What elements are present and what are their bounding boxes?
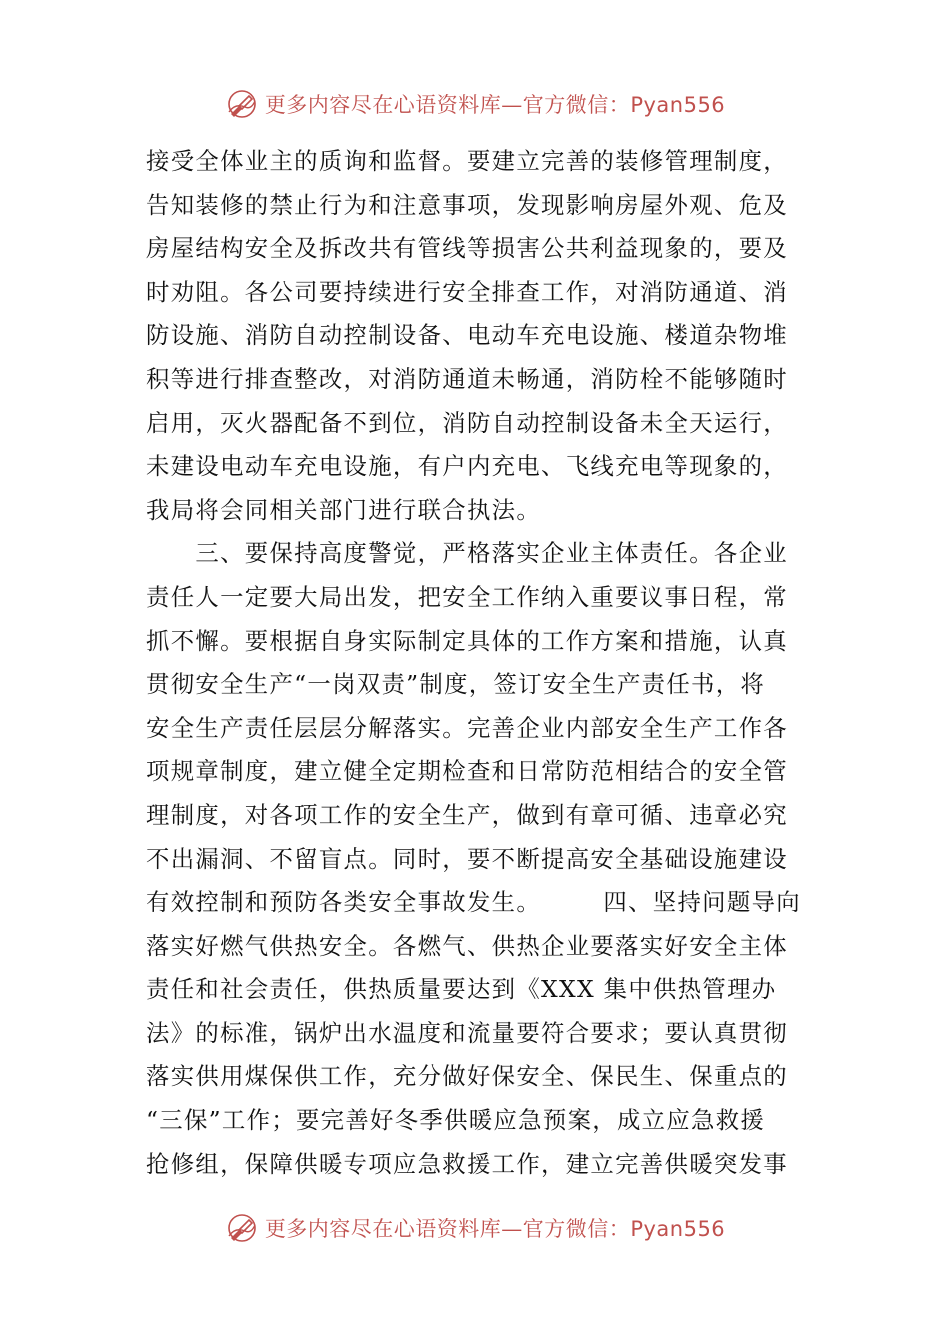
text-line: 房屋结构安全及拆改共有管线等损害公共利益现象的，要及 (146, 234, 788, 263)
text-line: 抢修组，保障供暖专项应急救援工作，建立完善供暖突发事 (146, 1149, 788, 1178)
text-line: 理制度，对各项工作的安全生产，做到有章可循、违章必究 (146, 800, 788, 829)
text-line: 落实供用煤保供工作，充分做好保安全、保民生、保重点的 (146, 1062, 788, 1091)
text-line: 时劝阻。各公司要持续进行安全排查工作，对消防通道、消 (146, 277, 788, 306)
text-line: 积等进行排查整改，对消防通道未畅通，消防栓不能够随时 (146, 364, 788, 393)
text-line: 抓不懈。要根据自身实际制定具体的工作方案和措施，认真 (146, 626, 788, 655)
text-line: 防设施、消防自动控制设备、电动车充电设施、楼道杂物堆 (146, 321, 788, 350)
text-line: 项规章制度，建立健全定期检查和日常防范相结合的安全管 (146, 757, 788, 786)
footer-banner-text: 更多内容尽在心语资料库—官方微信：Pyan556 (264, 1217, 726, 1241)
text-line: 接受全体业主的质询和监督。要建立完善的装修管理制度， (146, 147, 788, 175)
text-line: 责任人一定要大局出发，把安全工作纳入重要议事日程，常 (146, 582, 788, 611)
text-line: 责任和社会责任，供热质量要达到《XXX 集中供热管理办 (146, 975, 777, 1004)
header-banner-text: 更多内容尽在心语资料库—官方微信：Pyan556 (264, 93, 726, 117)
text-line: 我局将会同相关部门进行联合执法。 (146, 495, 542, 524)
text-line: 不出漏洞、不留盲点。同时，要不断提高安全基础设施建设 (146, 844, 788, 873)
footer-banner-wechat-id: Pyan556 (630, 1217, 726, 1241)
text-line: 落实好燃气供热安全。各燃气、供热企业要落实好安全主体 (146, 931, 788, 960)
pen-signature-logo-icon (225, 1211, 259, 1245)
pen-signature-logo-icon (225, 87, 259, 121)
footer-banner (0, 1208, 950, 1248)
text-line: 贯彻安全生产“一岗双责”制度，签订安全生产责任书，将 (146, 670, 766, 699)
text-line: 告知装修的禁止行为和注意事项，发现影响房屋外观、危及 (146, 190, 788, 219)
text-line: 三、要保持高度警觉，严格落实企业主体责任。各企业 (146, 539, 788, 568)
body-text (146, 140, 810, 1186)
text-line: 安全生产责任层层分解落实。完善企业内部安全生产工作各 (146, 713, 788, 742)
text-line: “三保”工作；要完善好冬季供暖应急预案，成立应急救援 (146, 1106, 766, 1135)
header-banner (0, 84, 950, 124)
text-line: 未建设电动车充电设施，有户内充电、飞线充电等现象的， (146, 452, 788, 481)
text-line: 法》的标准，锅炉出水温度和流量要符合要求；要认真贯彻 (146, 1018, 788, 1047)
header-banner-wechat-id: Pyan556 (630, 93, 726, 117)
text-line: 有效控制和预防各类安全事故发生。 四、坚持问题导向 (146, 888, 801, 917)
text-line: 启用，灭火器配备不到位，消防自动控制设备未全天运行， (146, 408, 788, 437)
